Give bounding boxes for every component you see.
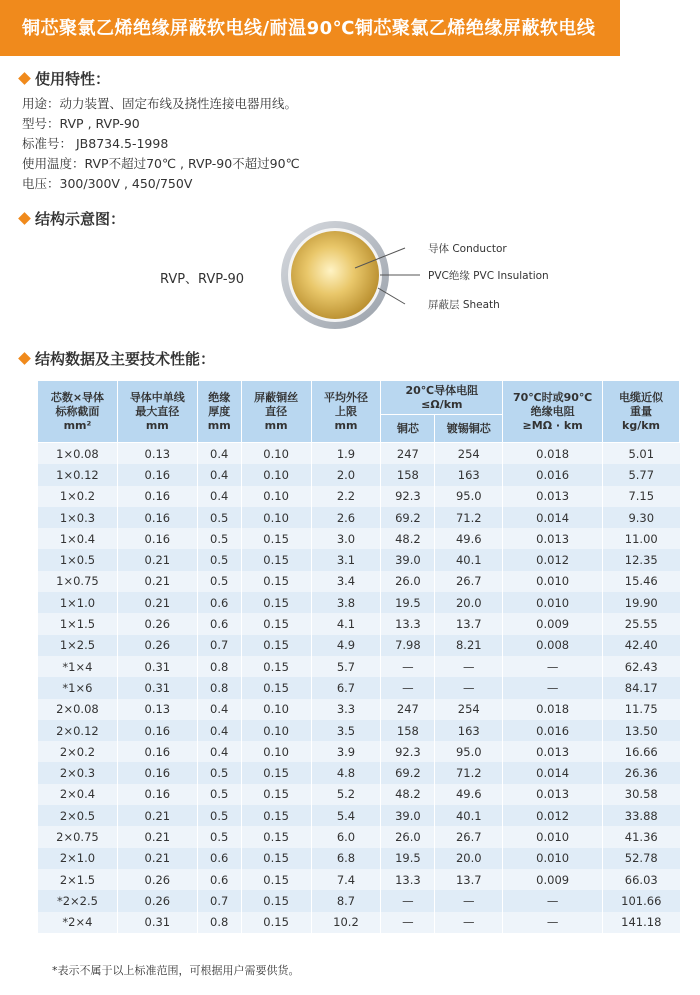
table-cell: 69.2 — [381, 762, 435, 783]
table-cell: 33.88 — [603, 805, 680, 826]
table-cell: 6.0 — [311, 826, 381, 847]
usage-line: 标准号： JB8734.5-1998 — [22, 136, 169, 151]
table-row — [38, 656, 680, 677]
table-cell: 7.4 — [311, 869, 381, 890]
table-cell: 4.9 — [311, 635, 381, 656]
table-cell: 1×1.5 — [38, 613, 118, 634]
table-cell: 5.01 — [603, 443, 680, 465]
table-cell: 26.7 — [435, 826, 503, 847]
table-cell: 84.17 — [603, 677, 680, 698]
table-cell: *1×4 — [38, 656, 118, 677]
table-cell: 0.8 — [197, 912, 241, 933]
usage-line: 用途：动力装置、固定布线及挠性连接电器用线。 — [22, 96, 298, 111]
table-cell: 1×0.75 — [38, 571, 118, 592]
table-cell: 1×2.5 — [38, 635, 118, 656]
table-row — [38, 549, 680, 570]
table-cell: 19.5 — [381, 592, 435, 613]
table-cell: 254 — [435, 699, 503, 720]
table-cell: 0.7 — [197, 890, 241, 911]
table-cell: *2×2.5 — [38, 890, 118, 911]
table-cell: 0.16 — [117, 507, 197, 528]
table-cell: 40.1 — [435, 805, 503, 826]
table-cell: 163 — [435, 464, 503, 485]
table-cell: 1×0.12 — [38, 464, 118, 485]
table-cell: 8.7 — [311, 890, 381, 911]
table-cell: 1×0.08 — [38, 443, 118, 465]
table-cell: — — [381, 912, 435, 933]
table-cell: 0.15 — [241, 890, 311, 911]
table-cell: 0.15 — [241, 762, 311, 783]
sheath-label: 屏蔽层 Sheath — [428, 299, 500, 311]
structure-heading: 结构示意图： — [20, 208, 125, 229]
table-cell: 95.0 — [435, 741, 503, 762]
table-cell: 62.43 — [603, 656, 680, 677]
table-cell: 48.2 — [381, 528, 435, 549]
table-cell: 0.15 — [241, 592, 311, 613]
table-cell: 0.10 — [241, 443, 311, 465]
diamond-bullet-icon — [18, 72, 31, 85]
table-cell: 0.15 — [241, 848, 311, 869]
table-cell: 39.0 — [381, 549, 435, 570]
table-cell: 11.00 — [603, 528, 680, 549]
table-cell: 0.26 — [117, 869, 197, 890]
table-cell: 8.21 — [435, 635, 503, 656]
table-cell: 13.50 — [603, 720, 680, 741]
cable-model-label: RVP、RVP-90 — [160, 272, 245, 287]
table-cell: 0.10 — [241, 486, 311, 507]
table-row — [38, 528, 680, 549]
table-cell: 0.4 — [197, 464, 241, 485]
table-cell: 158 — [381, 464, 435, 485]
table-cell: *1×6 — [38, 677, 118, 698]
table-cell: 20.0 — [435, 848, 503, 869]
table-cell: 0.013 — [503, 486, 603, 507]
table-cell: 42.40 — [603, 635, 680, 656]
table-cell: 71.2 — [435, 762, 503, 783]
table-cell: 0.15 — [241, 656, 311, 677]
table-cell: 0.5 — [197, 507, 241, 528]
table-cell: 0.26 — [117, 613, 197, 634]
table-cell: 0.13 — [117, 443, 197, 465]
table-cell: 5.77 — [603, 464, 680, 485]
table-cell: 0.012 — [503, 805, 603, 826]
table-cell: 0.008 — [503, 635, 603, 656]
table-cell: 0.5 — [197, 805, 241, 826]
table-row — [38, 677, 680, 698]
table-cell: 0.21 — [117, 826, 197, 847]
table-cell: 0.8 — [197, 656, 241, 677]
table-cell: 0.15 — [241, 826, 311, 847]
table-cell: 0.13 — [117, 699, 197, 720]
table-cell: 0.15 — [241, 635, 311, 656]
table-row — [38, 464, 680, 485]
table-cell: 0.010 — [503, 848, 603, 869]
table-cell: 0.16 — [117, 762, 197, 783]
table-cell: 26.7 — [435, 571, 503, 592]
table-row — [38, 699, 680, 720]
table-row — [38, 592, 680, 613]
table-cell: 12.35 — [603, 549, 680, 570]
usage-list — [22, 94, 300, 194]
col-header-copper: 铜芯 — [381, 415, 435, 443]
table-cell: 0.21 — [117, 571, 197, 592]
table-cell: 3.1 — [311, 549, 381, 570]
table-cell: 0.10 — [241, 741, 311, 762]
table-cell: 0.15 — [241, 528, 311, 549]
table-cell: 0.10 — [241, 464, 311, 485]
table-cell: 4.8 — [311, 762, 381, 783]
table-row — [38, 805, 680, 826]
table-cell: 1.9 — [311, 443, 381, 465]
table-cell: 13.3 — [381, 869, 435, 890]
table-cell: 0.16 — [117, 720, 197, 741]
table-cell: 2.0 — [311, 464, 381, 485]
col-header-insulation-resistance: 70℃时或90℃ 绝缘电阻 ≥MΩ · km — [503, 381, 603, 443]
table-cell: 0.15 — [241, 784, 311, 805]
table-cell: 0.5 — [197, 571, 241, 592]
table-cell: 0.7 — [197, 635, 241, 656]
table-cell: 16.66 — [603, 741, 680, 762]
usage-line: 型号：RVP , RVP-90 — [22, 116, 140, 131]
table-cell: 0.16 — [117, 486, 197, 507]
table-row — [38, 762, 680, 783]
col-header-outer-diameter: 平均外径 上限 mm — [311, 381, 381, 443]
table-cell: 0.15 — [241, 549, 311, 570]
table-cell: 163 — [435, 720, 503, 741]
table-cell: 101.66 — [603, 890, 680, 911]
table-cell: 11.75 — [603, 699, 680, 720]
table-cell: 0.4 — [197, 720, 241, 741]
table-cell: — — [503, 890, 603, 911]
table-cell: 0.31 — [117, 656, 197, 677]
table-heading: 结构数据及主要技术性能： — [20, 348, 215, 369]
table-cell: 48.2 — [381, 784, 435, 805]
title-banner — [0, 0, 620, 56]
table-cell: — — [435, 677, 503, 698]
table-row — [38, 912, 680, 933]
table-cell: 0.21 — [117, 848, 197, 869]
table-row — [38, 613, 680, 634]
table-cell: 0.010 — [503, 592, 603, 613]
table-cell: 0.15 — [241, 912, 311, 933]
spec-table-body — [38, 443, 680, 933]
table-cell: 2×0.75 — [38, 826, 118, 847]
col-header-tinned-copper: 镀锡铜芯 — [435, 415, 503, 443]
table-cell: 0.4 — [197, 741, 241, 762]
table-cell: 13.7 — [435, 613, 503, 634]
table-cell: 6.8 — [311, 848, 381, 869]
table-cell: 5.4 — [311, 805, 381, 826]
table-cell: 3.0 — [311, 528, 381, 549]
table-cell: 13.3 — [381, 613, 435, 634]
table-cell: 0.009 — [503, 869, 603, 890]
table-row — [38, 720, 680, 741]
col-header-shield-wire: 屏蔽铜丝 直径 mm — [241, 381, 311, 443]
conductor-core — [291, 231, 379, 319]
table-row — [38, 890, 680, 911]
col-header-insulation: 绝缘 厚度 mm — [197, 381, 241, 443]
table-cell: 158 — [381, 720, 435, 741]
table-cell: 0.6 — [197, 869, 241, 890]
table-cell: — — [435, 912, 503, 933]
table-cell: 2×1.0 — [38, 848, 118, 869]
table-cell: 0.014 — [503, 762, 603, 783]
table-cell: 52.78 — [603, 848, 680, 869]
table-cell: 254 — [435, 443, 503, 465]
table-cell: 2×0.08 — [38, 699, 118, 720]
table-cell: — — [503, 656, 603, 677]
table-cell: 0.15 — [241, 571, 311, 592]
table-cell: 39.0 — [381, 805, 435, 826]
table-cell: 0.5 — [197, 528, 241, 549]
table-cell: 141.18 — [603, 912, 680, 933]
table-cell: 0.31 — [117, 677, 197, 698]
table-cell: 26.0 — [381, 571, 435, 592]
table-cell: 0.21 — [117, 549, 197, 570]
table-cell: 0.5 — [197, 826, 241, 847]
table-row — [38, 848, 680, 869]
table-cell: 1×0.3 — [38, 507, 118, 528]
table-cell: 0.5 — [197, 762, 241, 783]
table-cell: 0.009 — [503, 613, 603, 634]
table-cell: 0.013 — [503, 741, 603, 762]
table-cell: 20.0 — [435, 592, 503, 613]
table-cell: 0.10 — [241, 507, 311, 528]
table-cell: 2×0.2 — [38, 741, 118, 762]
table-cell: 95.0 — [435, 486, 503, 507]
table-cell: 0.016 — [503, 720, 603, 741]
table-cell: 1×0.2 — [38, 486, 118, 507]
table-cell: 7.98 — [381, 635, 435, 656]
table-cell: 49.6 — [435, 528, 503, 549]
table-cell: 0.21 — [117, 805, 197, 826]
table-cell: 0.15 — [241, 613, 311, 634]
page-title: 铜芯聚氯乙烯绝缘屏蔽软电线/耐温90℃铜芯聚氯乙烯绝缘屏蔽软电线 — [22, 18, 596, 39]
table-cell: 41.36 — [603, 826, 680, 847]
table-cell: 19.5 — [381, 848, 435, 869]
table-cell: 0.5 — [197, 784, 241, 805]
table-row — [38, 507, 680, 528]
table-cell: 0.26 — [117, 890, 197, 911]
usage-line: 使用温度：RVP不超过70℃ , RVP-90不超过90℃ — [22, 156, 300, 171]
table-cell: 2×0.5 — [38, 805, 118, 826]
table-cell: 25.55 — [603, 613, 680, 634]
table-cell: 3.8 — [311, 592, 381, 613]
footnote: *表示不属于以上标准范围，可根据用户需要供货。 — [52, 964, 300, 977]
table-cell: 13.7 — [435, 869, 503, 890]
col-header-resistance: 20℃导体电阻 ≤Ω/km — [381, 381, 503, 415]
table-cell: 3.4 — [311, 571, 381, 592]
table-cell: 2×0.3 — [38, 762, 118, 783]
table-cell: 3.3 — [311, 699, 381, 720]
table-cell: 69.2 — [381, 507, 435, 528]
table-cell: 40.1 — [435, 549, 503, 570]
table-cell: 0.15 — [241, 677, 311, 698]
table-cell: 0.6 — [197, 592, 241, 613]
table-cell: 0.018 — [503, 443, 603, 465]
table-row — [38, 443, 680, 465]
table-cell: 9.30 — [603, 507, 680, 528]
table-cell: 0.31 — [117, 912, 197, 933]
table-cell: 4.1 — [311, 613, 381, 634]
table-cell: 66.03 — [603, 869, 680, 890]
table-cell: 0.016 — [503, 464, 603, 485]
cable-cross-section-diagram — [270, 220, 570, 340]
table-cell: 0.014 — [503, 507, 603, 528]
table-cell: 0.013 — [503, 784, 603, 805]
table-cell: 0.5 — [197, 549, 241, 570]
table-cell: 0.16 — [117, 741, 197, 762]
table-cell: 2×0.4 — [38, 784, 118, 805]
table-cell: — — [503, 677, 603, 698]
diamond-bullet-icon — [18, 212, 31, 225]
table-cell: 0.15 — [241, 869, 311, 890]
col-header-size: 芯数×导体 标称截面 mm² — [38, 381, 118, 443]
conductor-label: 导体 Conductor — [428, 243, 507, 255]
usage-heading: 使用特性： — [20, 68, 110, 89]
table-cell: 0.010 — [503, 571, 603, 592]
table-cell: 49.6 — [435, 784, 503, 805]
table-cell: 3.5 — [311, 720, 381, 741]
table-cell: 19.90 — [603, 592, 680, 613]
table-cell: 92.3 — [381, 486, 435, 507]
table-cell: — — [381, 677, 435, 698]
table-cell: 247 — [381, 443, 435, 465]
col-header-weight: 电缆近似 重量 kg/km — [603, 381, 680, 443]
table-cell: 3.9 — [311, 741, 381, 762]
table-cell: 0.012 — [503, 549, 603, 570]
table-cell: 0.4 — [197, 486, 241, 507]
table-cell: 0.4 — [197, 699, 241, 720]
table-cell: 1×1.0 — [38, 592, 118, 613]
table-cell: — — [435, 656, 503, 677]
table-cell: 1×0.5 — [38, 549, 118, 570]
table-cell: 0.16 — [117, 464, 197, 485]
table-cell: 0.013 — [503, 528, 603, 549]
table-cell: 71.2 — [435, 507, 503, 528]
table-cell: 7.15 — [603, 486, 680, 507]
col-header-wire-diameter: 导体中单线 最大直径 mm — [117, 381, 197, 443]
table-cell: 2×1.5 — [38, 869, 118, 890]
table-cell: — — [435, 890, 503, 911]
table-cell: 6.7 — [311, 677, 381, 698]
table-cell: 1×0.4 — [38, 528, 118, 549]
table-cell: 0.6 — [197, 848, 241, 869]
table-row — [38, 486, 680, 507]
table-cell: 0.16 — [117, 784, 197, 805]
table-cell: 5.2 — [311, 784, 381, 805]
table-cell: 0.16 — [117, 528, 197, 549]
insulation-label: PVC绝缘 PVC Insulation — [428, 270, 549, 282]
table-cell: 2.6 — [311, 507, 381, 528]
table-cell: 0.6 — [197, 613, 241, 634]
usage-line: 电压：300/300V , 450/750V — [22, 176, 193, 191]
table-cell: 0.010 — [503, 826, 603, 847]
table-cell: 0.4 — [197, 443, 241, 465]
table-cell: 0.10 — [241, 720, 311, 741]
table-cell: 0.10 — [241, 699, 311, 720]
table-cell: 0.21 — [117, 592, 197, 613]
table-cell: 26.0 — [381, 826, 435, 847]
table-cell: — — [381, 656, 435, 677]
table-cell: 92.3 — [381, 741, 435, 762]
table-cell: 247 — [381, 699, 435, 720]
table-cell: — — [503, 912, 603, 933]
spec-table — [37, 380, 680, 933]
table-cell: 2×0.12 — [38, 720, 118, 741]
table-cell: 0.018 — [503, 699, 603, 720]
table-row — [38, 784, 680, 805]
table-cell: 0.26 — [117, 635, 197, 656]
diamond-bullet-icon — [18, 352, 31, 365]
table-row — [38, 571, 680, 592]
table-cell: 0.8 — [197, 677, 241, 698]
table-row — [38, 635, 680, 656]
table-cell: — — [381, 890, 435, 911]
table-row — [38, 869, 680, 890]
table-cell: 30.58 — [603, 784, 680, 805]
table-cell: 10.2 — [311, 912, 381, 933]
table-cell: 5.7 — [311, 656, 381, 677]
table-cell: 15.46 — [603, 571, 680, 592]
table-cell: 0.15 — [241, 805, 311, 826]
table-cell: *2×4 — [38, 912, 118, 933]
table-cell: 26.36 — [603, 762, 680, 783]
table-row — [38, 741, 680, 762]
table-row — [38, 826, 680, 847]
table-cell: 2.2 — [311, 486, 381, 507]
